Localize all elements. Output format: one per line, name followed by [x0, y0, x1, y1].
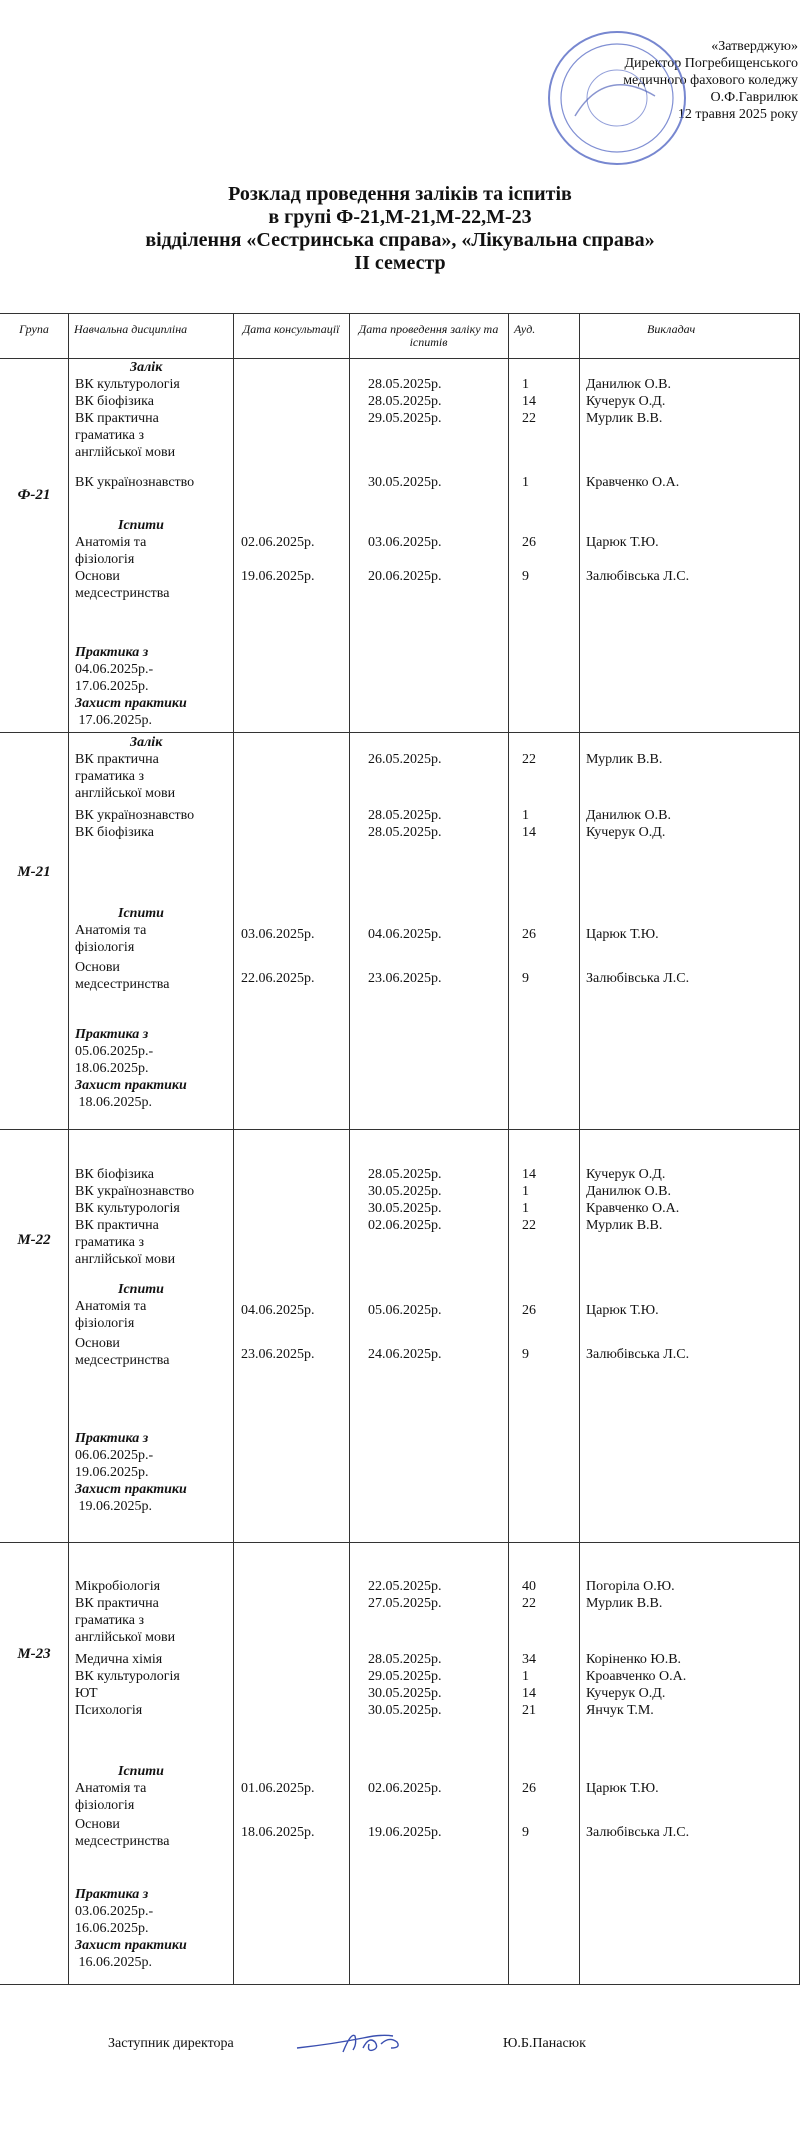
teacher: Мурлик В.В.	[586, 411, 663, 426]
discipline: Анатомія та	[75, 1781, 147, 1796]
discipline: фізіологія	[75, 1798, 135, 1813]
room: 22	[522, 752, 536, 767]
practice-dates: 06.06.2025р.-	[75, 1448, 154, 1463]
exam-date: 02.06.2025р.	[368, 1218, 442, 1233]
practice-label: Практика з	[75, 645, 149, 660]
consult-date: 02.06.2025р.	[241, 535, 315, 550]
consult-date: 23.06.2025р.	[241, 1347, 315, 1362]
title-line: відділення «Сестринська справа», «Лікувальна справа»	[145, 229, 655, 251]
discipline: граматика з	[75, 1235, 145, 1250]
practice-label: Практика з	[75, 1887, 149, 1902]
header-discipline: Навчальна дисципліна	[74, 322, 188, 336]
exam-date: 24.06.2025р.	[368, 1347, 442, 1362]
room: 26	[522, 535, 536, 550]
exam-date: 29.05.2025р.	[368, 1669, 442, 1684]
room: 14	[522, 394, 536, 409]
discipline: Медична хімія	[75, 1652, 163, 1667]
teacher: Данилюк О.В.	[586, 1184, 671, 1199]
discipline: медсестринства	[75, 586, 170, 601]
room: 26	[522, 1781, 536, 1796]
teacher: Коріненко Ю.В.	[586, 1652, 682, 1667]
discipline: граматика з	[75, 1613, 145, 1628]
column-divider	[508, 314, 509, 1984]
discipline: медсестринства	[75, 1353, 170, 1368]
practice-dates: 04.06.2025р.-	[75, 662, 154, 677]
exam-date: 26.05.2025р.	[368, 752, 442, 767]
discipline: граматика з	[75, 769, 145, 784]
exam-date: 30.05.2025р.	[368, 1201, 442, 1216]
room: 26	[522, 927, 536, 942]
row-divider	[0, 1542, 800, 1543]
approval-line: О.Ф.Гаврилюк	[710, 90, 798, 105]
exam-date: 04.06.2025р.	[368, 927, 442, 942]
footer-position: Заступник директора	[108, 2036, 234, 2051]
exam-date: 28.05.2025р.	[368, 377, 442, 392]
discipline: фізіологія	[75, 552, 135, 567]
exam-date: 03.06.2025р.	[368, 535, 442, 550]
official-stamp-icon	[545, 26, 690, 171]
practice-dates: 03.06.2025р.-	[75, 1904, 154, 1919]
exam-date: 28.05.2025р.	[368, 825, 442, 840]
teacher: Залюбівська Л.С.	[586, 569, 690, 584]
exam-date: 30.05.2025р.	[368, 1686, 442, 1701]
room: 22	[522, 1596, 536, 1611]
discipline: Анатомія та	[75, 923, 147, 938]
section-ispyty: Іспити	[118, 906, 164, 921]
exam-date: 19.06.2025р.	[368, 1825, 442, 1840]
discipline: ВК практична	[75, 752, 159, 767]
discipline: Основи	[75, 1817, 120, 1832]
exam-date: 23.06.2025р.	[368, 971, 442, 986]
defense-label: Захист практики	[75, 1938, 187, 1953]
schedule-table	[0, 313, 800, 1985]
defense-label: Захист практики	[75, 1078, 187, 1093]
defense-label: Захист практики	[75, 696, 187, 711]
discipline: ВК українознавство	[75, 475, 195, 490]
room: 14	[522, 1167, 536, 1182]
discipline: медсестринства	[75, 977, 170, 992]
discipline: ВК практична	[75, 1218, 159, 1233]
defense-label: Захист практики	[75, 1482, 187, 1497]
header-teacher: Викладач	[647, 322, 696, 336]
consult-date: 03.06.2025р.	[241, 927, 315, 942]
teacher: Кучерук О.Д.	[586, 1686, 666, 1701]
row-divider	[0, 358, 800, 359]
title-line: в групі Ф-21,М-21,М-22,М-23	[268, 206, 532, 228]
column-divider	[68, 314, 69, 1984]
defense-date: 16.06.2025р.	[75, 1955, 152, 1970]
room: 1	[522, 377, 529, 392]
room: 9	[522, 569, 529, 584]
teacher: Залюбівська Л.С.	[586, 971, 690, 986]
section-ispyty: Іспити	[118, 1282, 164, 1297]
room: 22	[522, 1218, 536, 1233]
exam-date: 28.05.2025р.	[368, 1167, 442, 1182]
footer-name: Ю.Б.Панасюк	[503, 2036, 586, 2051]
exam-date: 20.06.2025р.	[368, 569, 442, 584]
discipline: Основи	[75, 1336, 120, 1351]
teacher: Мурлик В.В.	[586, 752, 663, 767]
discipline: фізіологія	[75, 940, 135, 955]
discipline: ВК біофізика	[75, 1167, 154, 1182]
discipline: ВК українознавство	[75, 808, 195, 823]
teacher: Царюк Т.Ю.	[586, 1781, 659, 1796]
teacher: Кроавченко О.А.	[586, 1669, 687, 1684]
discipline: ЮТ	[75, 1686, 98, 1701]
column-divider	[349, 314, 350, 1984]
discipline: фізіологія	[75, 1316, 135, 1331]
room: 26	[522, 1303, 536, 1318]
discipline: Психологія	[75, 1703, 143, 1718]
column-divider	[233, 314, 234, 1984]
teacher: Кравченко О.А.	[586, 1201, 680, 1216]
teacher: Янчук Т.М.	[586, 1703, 654, 1718]
discipline: ВК культурологія	[75, 1201, 180, 1216]
exam-date: 30.05.2025р.	[368, 475, 442, 490]
practice-dates: 19.06.2025р.	[75, 1465, 149, 1480]
defense-date: 17.06.2025р.	[75, 713, 152, 728]
exam-date: 28.05.2025р.	[368, 394, 442, 409]
defense-date: 18.06.2025р.	[75, 1095, 152, 1110]
discipline: ВК українознавство	[75, 1184, 195, 1199]
document-title	[0, 183, 800, 275]
practice-dates: 05.06.2025р.-	[75, 1044, 154, 1059]
exam-date: 28.05.2025р.	[368, 808, 442, 823]
discipline: англійської мови	[75, 1252, 176, 1267]
header-group: Група	[19, 322, 49, 336]
teacher: Кучерук О.Д.	[586, 1167, 666, 1182]
discipline: англійської мови	[75, 1630, 176, 1645]
discipline: Анатомія та	[75, 535, 147, 550]
discipline: Основи	[75, 960, 120, 975]
room: 9	[522, 1347, 529, 1362]
exam-date: 05.06.2025р.	[368, 1303, 442, 1318]
teacher: Кравченко О.А.	[586, 475, 680, 490]
discipline: англійської мови	[75, 786, 176, 801]
consult-date: 01.06.2025р.	[241, 1781, 315, 1796]
practice-dates: 18.06.2025р.	[75, 1061, 149, 1076]
group-name: М-21	[17, 864, 51, 880]
exam-date: 02.06.2025р.	[368, 1781, 442, 1796]
teacher: Залюбівська Л.С.	[586, 1825, 690, 1840]
row-divider	[0, 732, 800, 733]
row-divider	[0, 1129, 800, 1130]
room: 21	[522, 1703, 536, 1718]
teacher: Царюк Т.Ю.	[586, 535, 659, 550]
teacher: Царюк Т.Ю.	[586, 1303, 659, 1318]
exam-date: 29.05.2025р.	[368, 411, 442, 426]
consult-date: 19.06.2025р.	[241, 569, 315, 584]
exam-date: 30.05.2025р.	[368, 1184, 442, 1199]
teacher: Кучерук О.Д.	[586, 825, 666, 840]
practice-dates: 17.06.2025р.	[75, 679, 149, 694]
teacher: Мурлик В.В.	[586, 1596, 663, 1611]
practice-label: Практика з	[75, 1431, 149, 1446]
discipline: ВК практична	[75, 411, 159, 426]
section-zalik: Залік	[130, 360, 163, 375]
room: 9	[522, 1825, 529, 1840]
practice-label: Практика з	[75, 1027, 149, 1042]
header-exam-date: Дата проведення заліку та іспитів	[358, 322, 499, 349]
discipline: медсестринства	[75, 1834, 170, 1849]
teacher: Данилюк О.В.	[586, 808, 671, 823]
discipline: граматика з	[75, 428, 145, 443]
exam-date: 28.05.2025р.	[368, 1652, 442, 1667]
discipline: Мікробіологія	[75, 1579, 161, 1594]
group-name: М-22	[17, 1232, 51, 1248]
exam-date: 30.05.2025р.	[368, 1703, 442, 1718]
consult-date: 04.06.2025р.	[241, 1303, 315, 1318]
teacher: Кучерук О.Д.	[586, 394, 666, 409]
column-divider	[579, 314, 580, 1984]
section-ispyty: Іспити	[118, 518, 164, 533]
teacher: Погоріла О.Ю.	[586, 1579, 675, 1594]
section-ispyty: Іспити	[118, 1764, 164, 1779]
discipline: Основи	[75, 569, 120, 584]
room: 1	[522, 808, 529, 823]
discipline: ВК біофізика	[75, 394, 154, 409]
title-line: ІІ семестр	[354, 252, 446, 274]
teacher: Царюк Т.Ю.	[586, 927, 659, 942]
approval-line: Директор Погребищенського	[624, 56, 798, 71]
room: 1	[522, 1184, 529, 1199]
room: 22	[522, 411, 536, 426]
section-zalik: Залік	[130, 735, 163, 750]
discipline: ВК культурологія	[75, 1669, 180, 1684]
consult-date: 18.06.2025р.	[241, 1825, 315, 1840]
defense-date: 19.06.2025р.	[75, 1499, 152, 1514]
discipline: англійської мови	[75, 445, 176, 460]
discipline: ВК практична	[75, 1596, 159, 1611]
discipline: Анатомія та	[75, 1299, 147, 1314]
room: 34	[522, 1652, 536, 1667]
exam-date: 27.05.2025р.	[368, 1596, 442, 1611]
exam-date: 22.05.2025р.	[368, 1579, 442, 1594]
group-name: Ф-21	[17, 487, 51, 503]
room: 14	[522, 825, 536, 840]
discipline: ВК біофізика	[75, 825, 154, 840]
room: 14	[522, 1686, 536, 1701]
teacher: Данилюк О.В.	[586, 377, 671, 392]
header-consult: Дата консультації	[242, 322, 340, 336]
approval-line: медичного фахового коледжу	[623, 73, 798, 88]
room: 9	[522, 971, 529, 986]
room: 40	[522, 1579, 536, 1594]
approval-line: 12 травня 2025 року	[677, 107, 798, 122]
signature-icon	[293, 2022, 423, 2062]
header-room: Ауд.	[514, 322, 536, 336]
teacher: Залюбівська Л.С.	[586, 1347, 690, 1362]
title-line: Розклад проведення заліків та іспитів	[228, 183, 572, 205]
teacher: Мурлик В.В.	[586, 1218, 663, 1233]
room: 1	[522, 475, 529, 490]
room: 1	[522, 1669, 529, 1684]
practice-dates: 16.06.2025р.	[75, 1921, 149, 1936]
consult-date: 22.06.2025р.	[241, 971, 315, 986]
approval-line: «Затверджую»	[711, 39, 798, 54]
group-name: М-23	[17, 1646, 51, 1662]
discipline: ВК культурологія	[75, 377, 180, 392]
room: 1	[522, 1201, 529, 1216]
